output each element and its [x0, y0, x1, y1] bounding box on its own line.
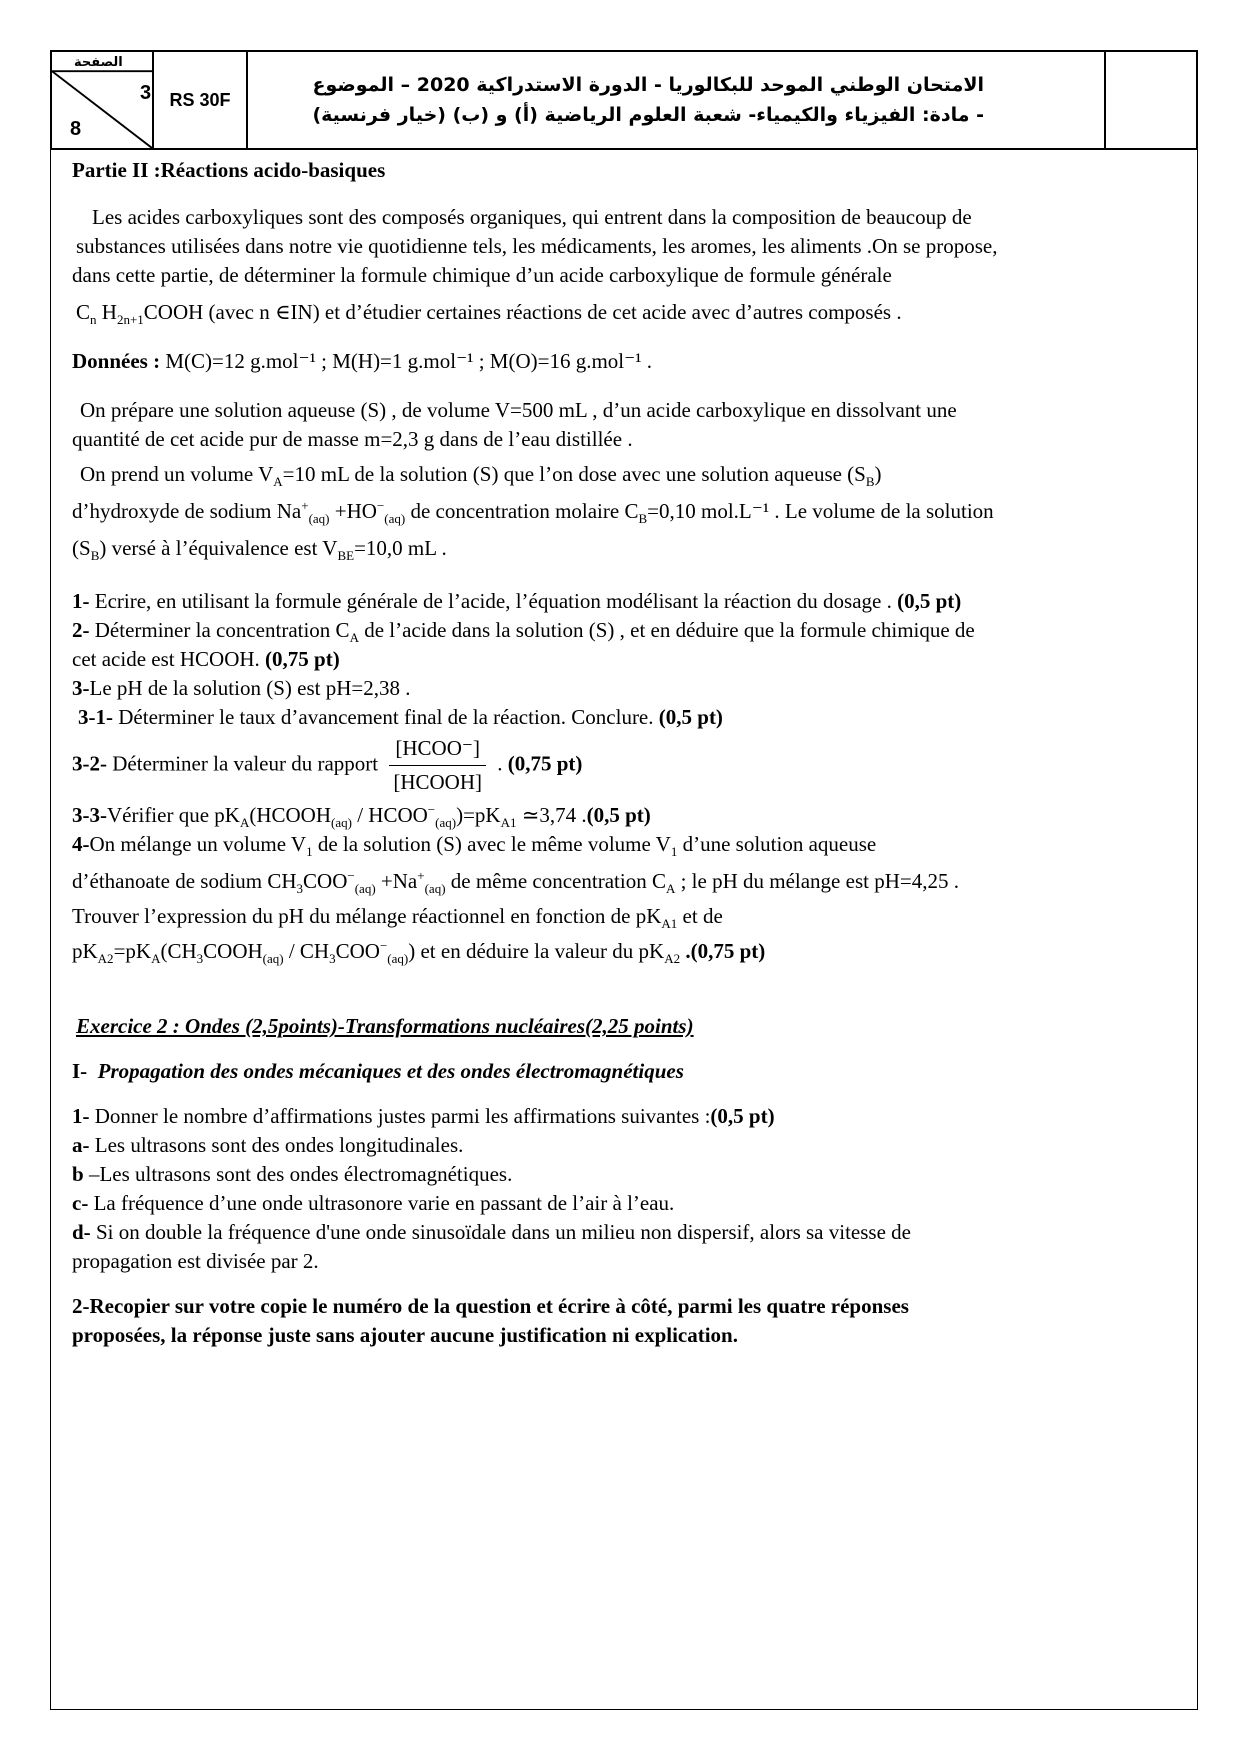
- affirmation-c: c- La fréquence d’une onde ultrasonore varie en passant de l’air à l’eau.: [72, 1191, 675, 1215]
- question-1: 1- Ecrire, en utilisant la formule générale de l’acide, l’équation modélisant la réaction du dosage . (0,5 pt): [72, 589, 962, 613]
- header-blank-cell: [1105, 51, 1197, 149]
- page-number-box: [51, 51, 153, 149]
- question-4-cont3: $pK_{A2}=pK_A(CH_3COOH_{(aq)} / CH_3COO^-_{(aq)})$ et en déduire la valeur du $pK_{A2}$ .(0,75 pt): [72, 938, 766, 967]
- question-3: 3-Le pH de la solution (S) est pH=2,38 .: [72, 676, 411, 700]
- intro-line1: Les acides carboxyliques sont des composés organiques, qui entrent dans la composition de beaucoup de: [92, 205, 972, 229]
- page-total: 8: [70, 118, 82, 140]
- prep-line5: $(S_B)$ versé à l’équivalence est $V_{BE}=10,0$ mL .: [72, 536, 447, 564]
- exam-title: [247, 51, 1105, 149]
- intro-line3: dans cette partie, de déterminer la formule chimique d’un acide carboxylique de formule générale: [72, 263, 892, 287]
- part2-title: Partie II :Réactions acido-basiques: [72, 158, 386, 182]
- question-3-3: 3-3-Vérifier que $pK_A(HCOOH_{(aq)}$ / $HCOO^-_{(aq)})=pK_{A1}$ ≃3,74 .(0,5 pt): [72, 802, 651, 831]
- ratio-fraction: $\frac{\text{[HCOO⁻]}}{\text{[HCOOH]}}$: [389, 734, 486, 797]
- page-label: الصفحة: [74, 55, 123, 70]
- affirmation-b: b –Les ultrasons sont des ondes électromagnétiques.: [72, 1162, 513, 1186]
- intro-line4: $C_n$ $H_{2n+1}COOH$ (avec n ∈IN) et d’étudier certaines réactions de cet acide avec d’autres composés .: [76, 300, 902, 328]
- exam-title-line1: الامتحان الوطني الموحد للبكالوريا - الدورة الاستدراكية 2020 – الموضوع: [312, 74, 984, 96]
- question-2: 2- Déterminer la concentration $C_A$ de l’acide dans la solution (S) , et en déduire que la formule chimique de: [72, 618, 975, 646]
- question-3-1: 3-1- Déterminer le taux d’avancement final de la réaction. Conclure. (0,5 pt): [78, 705, 723, 729]
- ex2-question-1: 1- Donner le nombre d’affirmations justes parmi les affirmations suivantes :(0,5 pt): [72, 1104, 775, 1128]
- affirmation-d-cont: propagation est divisée par 2.: [72, 1249, 319, 1273]
- ex2-question-2-cont: proposées, la réponse juste sans ajouter aucune justification ni explication.: [72, 1323, 738, 1347]
- affirmation-a: a- Les ultrasons sont des ondes longitudinales.: [72, 1133, 464, 1157]
- exercice2-title: Exercice 2 : Ondes (2,5points)-Transformations nucléaires(2,25 points): [76, 1014, 694, 1038]
- prep-line2: quantité de cet acide pur de masse m=2,3 g dans de l’eau distillée .: [72, 427, 633, 451]
- intro-line2: substances utilisées dans notre vie quotidienne tels, les médicaments, les aromes, les aliments .On se propose,: [76, 234, 998, 258]
- donnees-line: Données : M(C)=12 g.mol⁻¹ ; M(H)=1 g.mol⁻¹ ; M(O)=16 g.mol⁻¹ .: [72, 349, 653, 373]
- prep-line3: On prend un volume $V_A=10$ mL de la solution (S) que l’on dose avec une solution aqueuse $(S_B)$: [80, 462, 882, 490]
- ex2-question-2: 2-Recopier sur votre copie le numéro de la question et écrire à côté, parmi les quatre réponses: [72, 1294, 909, 1318]
- question-4: 4-On mélange un volume $V_1$ de la solution (S) avec le même volume $V_1$ d’une solution aqueuse: [72, 832, 877, 860]
- question-3-2: 3-2- Déterminer la valeur du rapport $\frac{\text{[HCOO⁻]}}{\text{[HCOOH]}}$ . (0,75 pt): [72, 734, 1182, 797]
- prep-line1: On prépare une solution aqueuse (S) , de volume V=500 mL , d’un acide carboxylique en dissolvant une: [80, 398, 957, 422]
- exam-title-line2: - مادة: الفيزياء والكيمياء- شعبة العلوم الرياضية (أ) و (ب) (خيار فرنسية): [312, 104, 984, 126]
- section-1-title: I- Propagation des ondes mécaniques et des ondes électromagnétiques: [72, 1059, 684, 1083]
- prep-line4: d’hydroxyde de sodium $Na^+_{(aq)} +HO^-_{(aq)}$ de concentration molaire $C_B=0,10$ mol.L⁻¹ . Le volume de la solution: [72, 498, 994, 527]
- page-number: 3: [140, 82, 152, 104]
- question-4-cont1: d’éthanoate de sodium $CH_3COO^-_{(aq)} +Na^+_{(aq)}$ de même concentration $C_A$ ; le pH du mélange est pH=4,25 .: [72, 868, 959, 897]
- page-content: [72, 156, 1182, 1350]
- exam-code: RS 30F: [153, 51, 247, 149]
- exam-header: [50, 50, 1198, 150]
- affirmation-d: d- Si on double la fréquence d'une onde sinusoïdale dans un milieu non dispersif, alors sa vitesse de: [72, 1220, 911, 1244]
- question-2-cont: cet acide est HCOOH. (0,75 pt): [72, 647, 340, 671]
- question-4-cont2: Trouver l’expression du pH du mélange réactionnel en fonction de $pK_{A1}$ et de: [72, 904, 723, 932]
